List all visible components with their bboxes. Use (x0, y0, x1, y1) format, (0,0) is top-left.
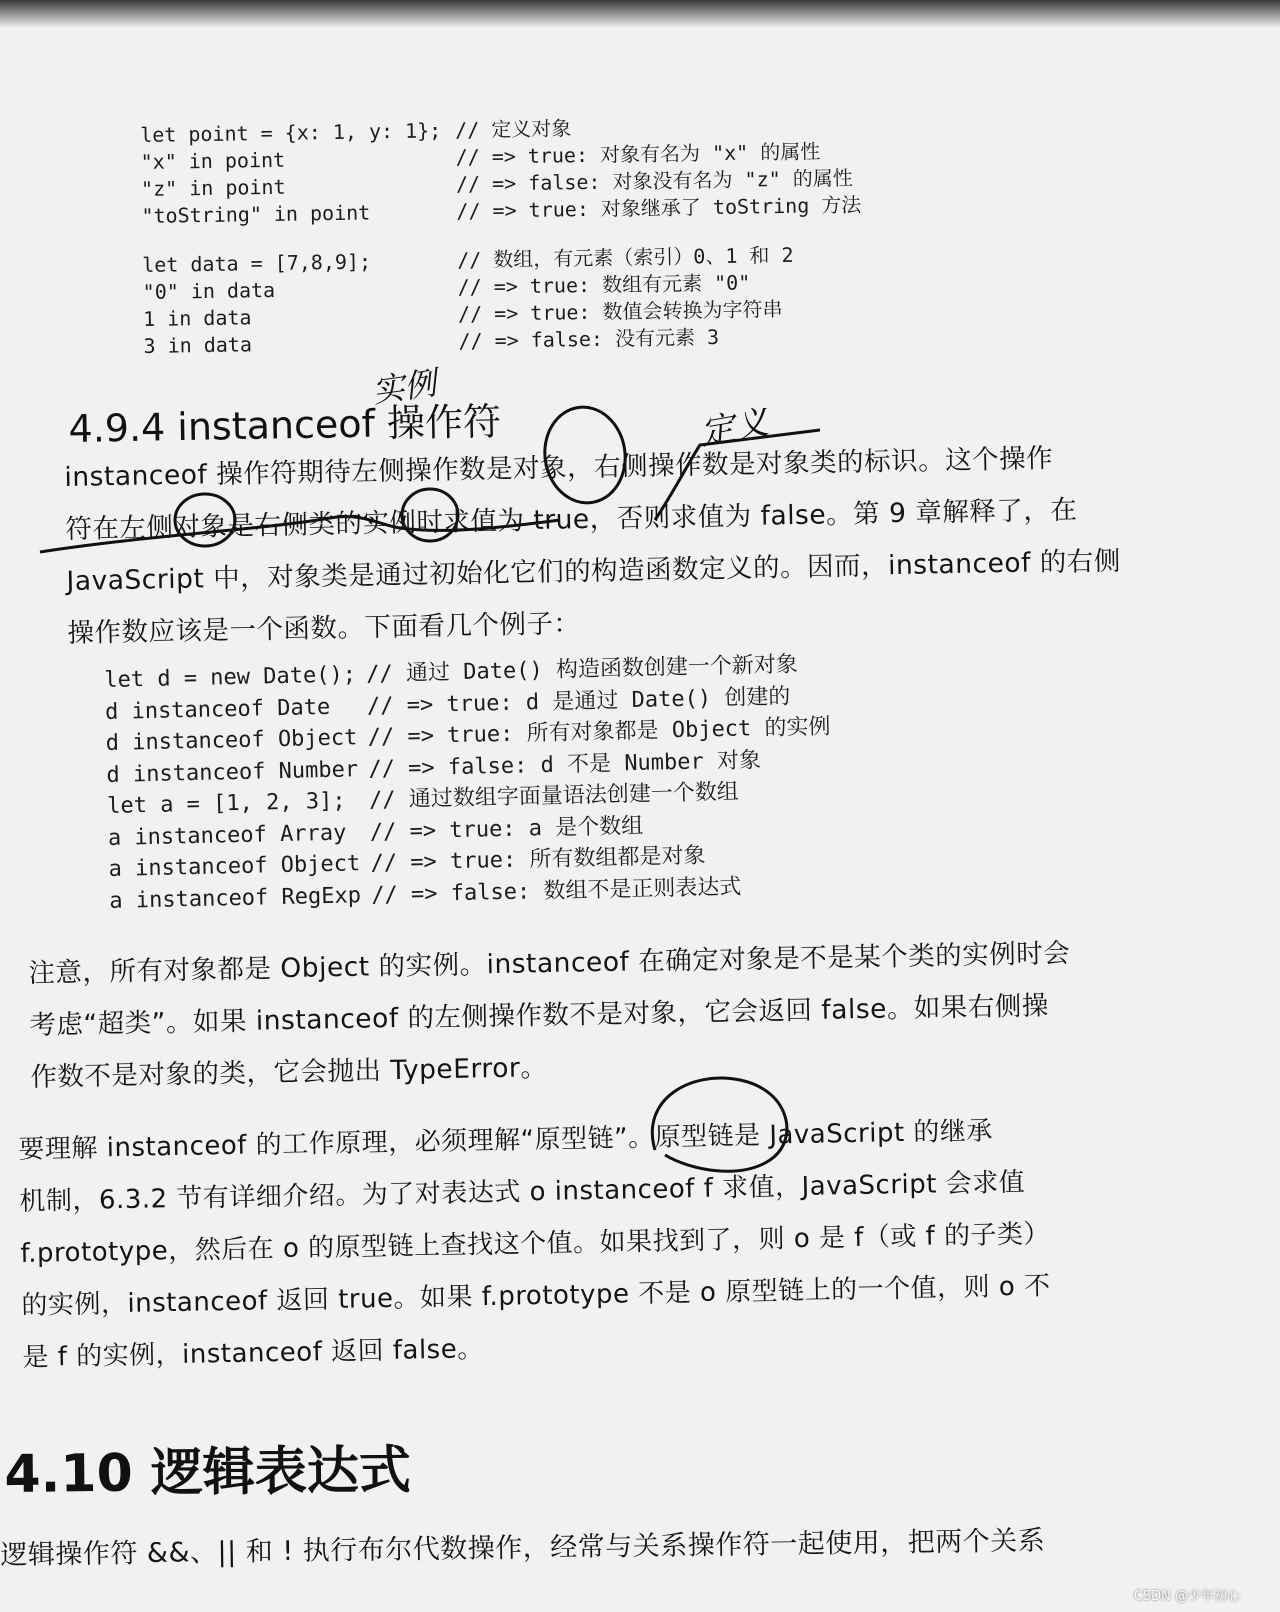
code-text: "z" in point (140, 174, 286, 201)
code-text: "0" in data (142, 277, 276, 304)
code-comment: // 通过数组字面量语法创建一个数组 (368, 779, 740, 814)
code-text: 1 in data (142, 305, 252, 331)
code-text: a instanceof RegExp (109, 882, 362, 914)
paragraph-line: JavaScript 中，对象类是通过初始化它们的构造函数定义的。因而，instanceof 的右侧 (66, 545, 1122, 597)
section-title: 逻辑表达式 (150, 1440, 412, 1504)
paragraph-line: 的实例，instanceof 返回 true。如果 f.prototype 不是 o 原型链上的一个值，则 o 不 (21, 1271, 1051, 1321)
code-text: let point = {x: 1, y: 1}; (140, 118, 442, 147)
watermark: CSDN @少年初心 (1133, 1589, 1240, 1604)
section-number: 4.9.4 (68, 405, 166, 451)
code-comment: // 通过 Date() 构造函数创建一个新对象 (366, 652, 799, 688)
paragraph-instanceof-intro (64, 432, 1122, 660)
section-heading-4-9-4 (68, 390, 501, 453)
code-comment: // 数组，有元素（索引）0、1 和 2 (457, 242, 794, 273)
code-text: d instanceof Object (105, 725, 358, 756)
paragraph-line: 操作数应该是一个函数。下面看几个例子： (67, 608, 581, 649)
page-top-shadow (0, 0, 1280, 28)
code-comment: // => true: 数值会转换为字符串 (457, 296, 783, 327)
code-comment: // 定义对象 (454, 116, 572, 143)
code-comment: // => true: 数组有元素 "0" (457, 270, 751, 300)
paragraph-line: 机制，6.3.2 节有详细介绍。为了对表达式 o instanceof f 求值，JavaScript 会求值 (19, 1167, 1026, 1217)
paragraph-line: instanceof 操作符期待左侧操作数是对象，右侧操作数是对象类的标识。这个操作 (64, 443, 1054, 493)
section-title: instanceof 操作符 (176, 399, 502, 450)
code-comment: // => false: 数组不是正则表达式 (371, 874, 742, 908)
paragraph-line: 是 f 的实例，instanceof 返回 false。 (22, 1334, 484, 1373)
code-text: "x" in point (140, 147, 286, 174)
code-text: a instanceof Object (108, 851, 361, 882)
code-text: let a = [1, 2, 3]; (106, 788, 346, 819)
code-comment: // => false: 对象没有名为 "z" 的属性 (455, 165, 853, 197)
paragraph-line: 要理解 instanceof 的工作原理，必须理解“原型链”。原型链是 JavaScript 的继承 (18, 1116, 994, 1165)
code-text: d instanceof Date (104, 694, 331, 725)
paragraph-logical-operators (0, 1515, 1046, 1582)
paragraph-prototype-chain (18, 1104, 1053, 1384)
paragraph-superclass-note (28, 928, 1073, 1104)
paragraph-line: 逻辑操作符 &&、|| 和 ! 执行布尔代数操作，经常与关系操作符一起使用，把两个关系 (0, 1525, 1046, 1571)
section-number: 4.10 (4, 1443, 134, 1505)
handwritten-note-example: 实例 (369, 363, 439, 411)
code-text: a instanceof Array (107, 820, 347, 851)
section-heading-4-10 (4, 1428, 411, 1507)
paragraph-line: 作数不是对象的类，它会抛出 TypeError。 (30, 1052, 548, 1093)
paragraph-line: f.prototype，然后在 o 的原型链上查找这个值。如果找到了，则 o 是 f（或 f 的子类） (20, 1219, 1051, 1269)
code-text: let data = [7,8,9]; (142, 249, 372, 277)
code-comment: // => true: 对象有名为 "x" 的属性 (455, 139, 821, 170)
code-comment: // => true: 对象继承了 toString 方法 (456, 192, 862, 224)
code-text: d instanceof Number (106, 756, 359, 788)
paragraph-line: 考虑“超类”。如果 instanceof 的左侧操作数不是对象，它会返回 false。如果右侧操 (29, 990, 1050, 1041)
code-text: "toString" in point (141, 200, 371, 228)
paragraph-line: 符在左侧对象是右侧类的实例时求值为 true，否则求值为 false。第 9 章解释了，在 (65, 494, 1078, 545)
code-comment: // => false: d 不是 Number 对象 (368, 747, 762, 782)
handwritten-note-definition: 定义 (697, 402, 772, 454)
code-comment: // => true: 所有对象都是 Object 的实例 (367, 714, 831, 751)
code-comment: // => true: d 是通过 Date() 创建的 (366, 683, 791, 719)
code-text: 3 in data (143, 332, 253, 358)
paragraph-line: 注意，所有对象都是 Object 的实例。instanceof 在确定对象是不是某个类的实例时会 (28, 937, 1071, 989)
code-comment: // => true: 所有数组都是对象 (370, 843, 706, 877)
code-block-instanceof (104, 645, 1009, 917)
code-text: let d = new Date(); (104, 662, 357, 693)
code-block-in-operator (140, 108, 1044, 360)
code-comment: // => true: a 是个数组 (369, 813, 644, 845)
code-comment: // => false: 没有元素 3 (458, 324, 720, 354)
